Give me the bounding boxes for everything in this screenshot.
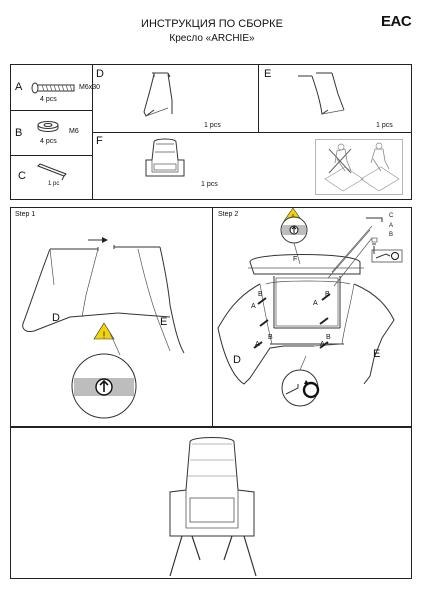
step-2-callout-b3: B [268,334,273,341]
part-d-letter: D [96,68,104,80]
step-2-callout-a2: A [251,303,256,310]
step-2-callout-b2: B [325,291,330,298]
document-subtitle: Кресло «ARCHIE» [169,33,255,44]
assembled-chair-illustration [160,436,264,580]
seat-f-illustration [142,138,188,184]
step-2-callout-a4: A [320,341,325,348]
frame-e-illustration [296,70,352,120]
part-c-letter: C [18,170,26,182]
step-2-callout-a: A [313,300,318,307]
part-b-name: M6 [69,128,79,135]
document-title: ИНСТРУКЦИЯ ПО СБОРКЕ [141,18,283,30]
part-c-qty: 1 pc [48,181,60,187]
step-2-callout-e: E [373,348,381,360]
part-e-qty: 1 pcs [376,122,393,129]
part-a-name: M6x30 [79,84,101,91]
usage-warning-illustration [315,139,403,195]
parts-col-divider [258,64,259,132]
step-2-callout-f: F [293,256,298,263]
step-2-callout-a3: A [255,341,260,348]
step-2-legend-b: B [389,232,394,238]
hex-key-icon [36,164,70,178]
part-b-letter: B [15,127,23,139]
step-2-legend-a: A [389,223,394,229]
part-d-qty: 1 pcs [204,122,221,129]
part-a-letter: A [15,81,23,93]
eac-certification-mark: EAC [381,13,412,30]
parts-row-divider [92,132,412,133]
part-e-letter: E [264,68,272,80]
svg-text:!: ! [102,330,106,340]
step-2-callout-d: D [233,354,241,366]
part-a-qty: 4 pcs [40,96,57,103]
step-1-callout-d: D [52,312,60,324]
step-2-callout-b: B [258,291,263,298]
parts-row-divider [10,155,92,156]
step-1-detail-magnifier [70,352,138,420]
part-f-letter: F [96,135,103,147]
step-2-diagram [214,208,410,426]
part-b-qty: 4 pcs [40,138,57,145]
step-2-label: Step 2 [218,211,239,218]
parts-row-divider [10,110,92,111]
step-2-legend-c: C [389,213,394,219]
step-1-callout-e: E [160,316,168,328]
washer-icon [36,120,62,134]
step-2-callout-b4: B [326,334,331,341]
frame-d-illustration [138,70,188,120]
steps-divider [212,207,213,427]
part-f-qty: 1 pcs [201,181,218,188]
step-1-label: Step 1 [15,211,36,218]
